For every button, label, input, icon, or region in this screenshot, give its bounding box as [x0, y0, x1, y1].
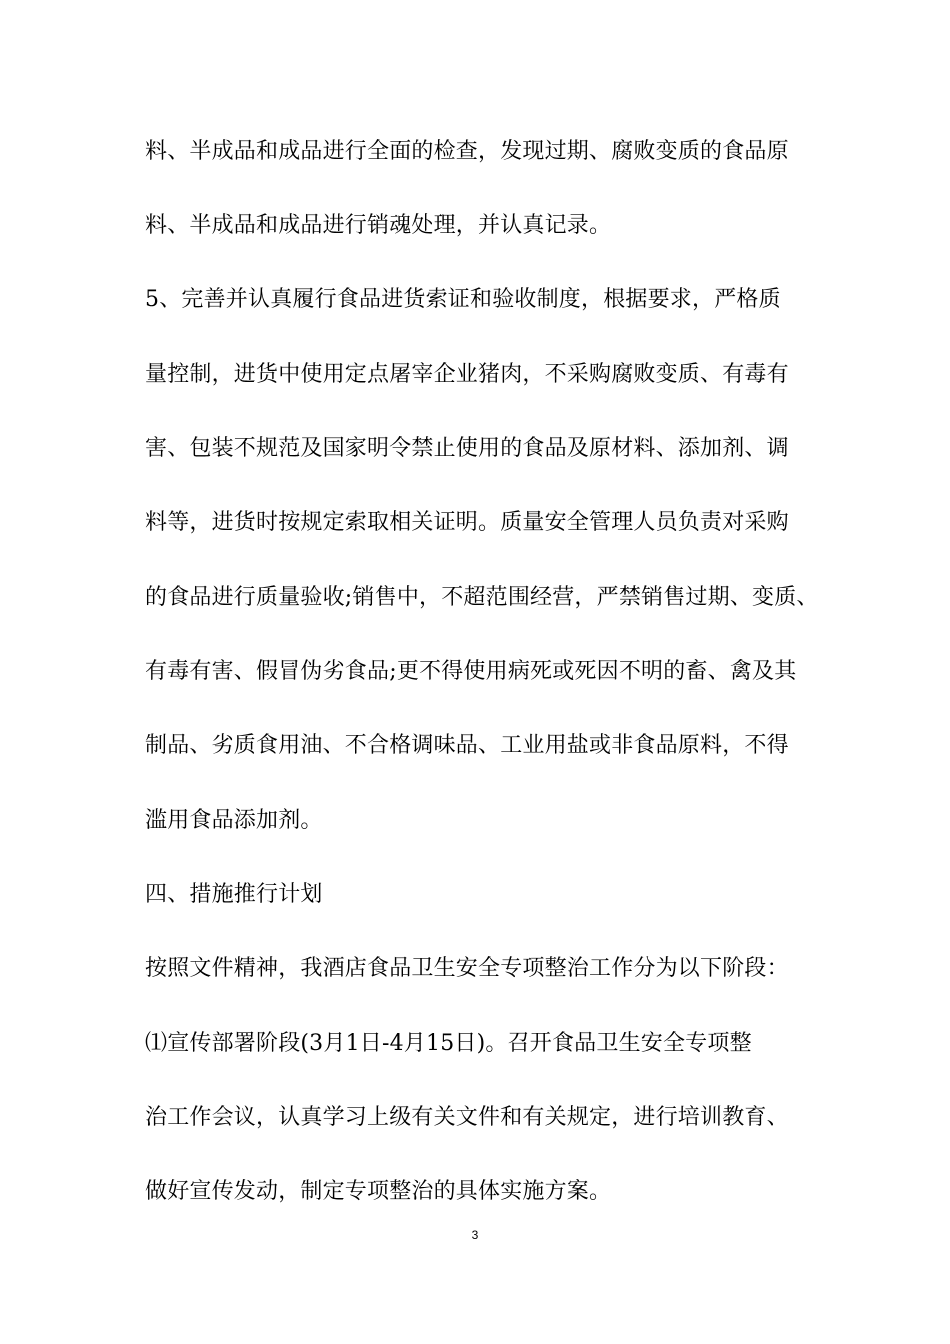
text-line: 的食品进行质量验收;销售中，不超范围经营，严禁销售过期、变质、 — [145, 585, 819, 610]
text-line: ⑴宣传部署阶段(3月1日-4月15日)。召开食品卫生安全专项整 — [145, 1031, 752, 1056]
text-line: 按照文件精神，我酒店食品卫生安全专项整治工作分为以下阶段： — [145, 956, 789, 981]
text-line: 有毒有害、假冒伪劣食品;更不得使用病死或死因不明的畜、禽及其 — [145, 659, 797, 684]
text-line: 料、半成品和成品进行全面的检查，发现过期、腐败变质的食品原 — [145, 139, 789, 164]
text-line: 害、包装不规范及国家明令禁止使用的食品及原材料、添加剂、调 — [145, 436, 789, 461]
text-line: 滥用食品添加剂。 — [145, 808, 323, 833]
text-line: 制品、劣质食用油、不合格调味品、工业用盐或非食品原料，不得 — [145, 733, 789, 758]
text-line: 治工作会议，认真学习上级有关文件和有关规定，进行培训教育、 — [145, 1105, 789, 1130]
text-line: 料、半成品和成品进行销魂处理，并认真记录。 — [145, 213, 612, 238]
page-number: 3 — [471, 1228, 479, 1242]
text-line: 量控制，进货中使用定点屠宰企业猪肉，不采购腐败变质、有毒有 — [145, 362, 789, 387]
text-line: 5、完善并认真履行食品进货索证和验收制度，根据要求，严格质 — [145, 287, 781, 312]
text-line: 料等，进货时按规定索取相关证明。质量安全管理人员负责对采购 — [145, 510, 789, 535]
section-heading: 四、措施推行计划 — [145, 882, 323, 907]
text-line: 做好宣传发动，制定专项整治的具体实施方案。 — [145, 1179, 612, 1204]
